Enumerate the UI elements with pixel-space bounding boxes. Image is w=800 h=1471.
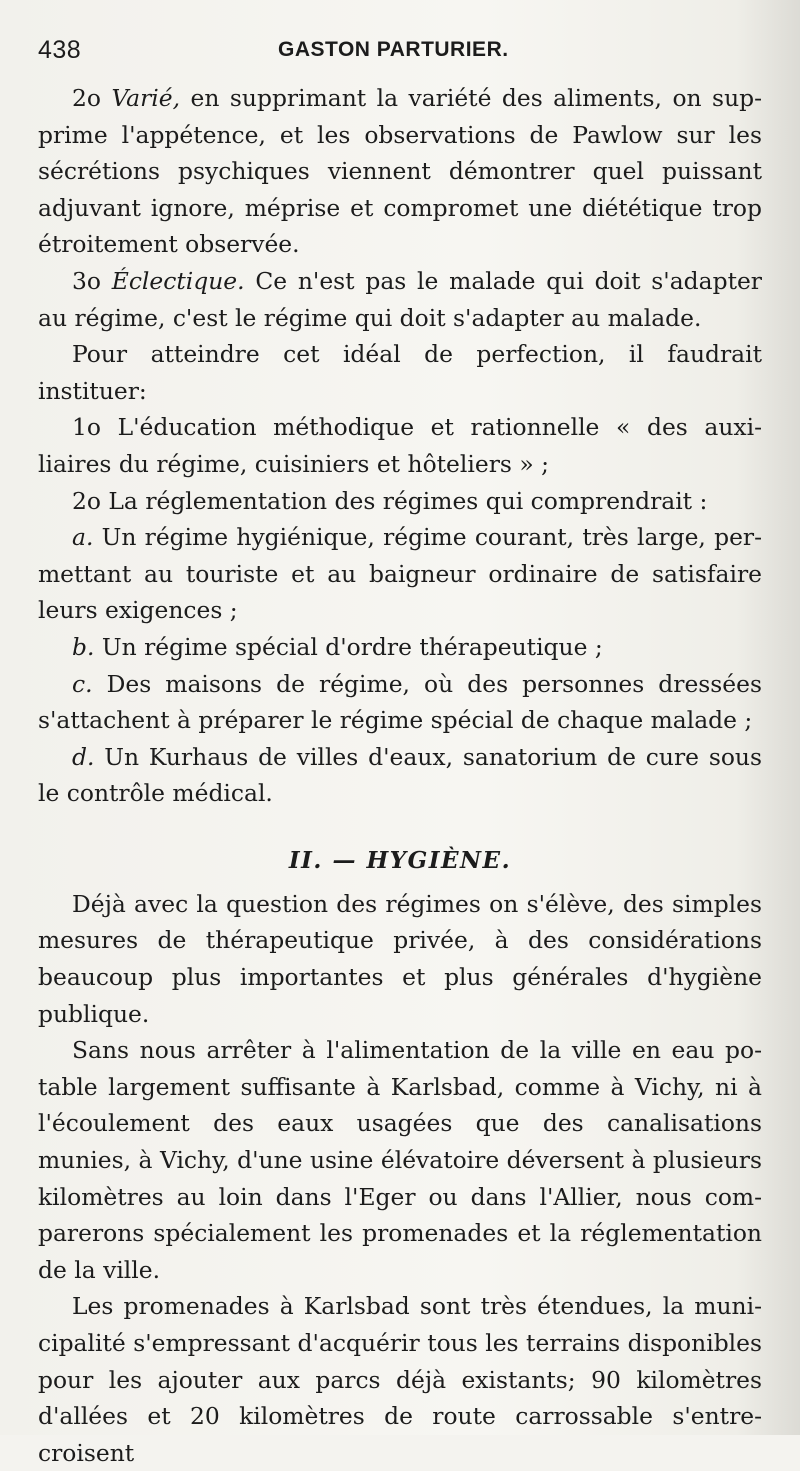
body-text xyxy=(38,80,762,1471)
page-number: 438 xyxy=(38,36,82,64)
page-header xyxy=(38,36,758,70)
paragraph-diet-varied: 2o Varié, en supprimant la variété des aliments, on sup- prime l'appétence, et les observations de Pawlow sur les sécrétions psychiques viennent démontrer quel puissant adjuvant ignore, méprise et compromet une diététique trop étroitement observée. xyxy=(38,84,763,259)
running-head: GASTON PARTURIER. xyxy=(278,38,509,61)
paragraph-hygiene-intro: Déjà avec la question des régimes on s'élève, des simples mesures de thérapeutique privée, à des considérations beaucoup plus importantes et plus générales d'hygiène publique. xyxy=(38,889,762,1028)
paragraph-ideal: Pour atteindre cet idéal de perfection, il faudrait instituer: xyxy=(38,340,762,405)
paragraph-promenades: Les promenades à Karlsbad sont très étendues, la muni- cipalité s'empressant d'acquérir tous les terrains disponibles pour les ajouter aux parcs déjà existants; 90 kilomètres d'allées et 20 kilomètres de route carrossable s'entre-croisent xyxy=(38,1292,762,1467)
paragraph-water-supply: Sans nous arrêter à l'alimentation de la ville en eau po- table largement suffisante à Karlsbad, comme à Vichy, ni à l'écoulement des eaux usagées que des canalisations munies, à Vichy, d'une usine élévatoire déversent à plusieurs kilomètres au loin dans l'Eger ou dans l'Allier, nous com- parerons spécialement les promenades et la réglementation de la ville. xyxy=(38,1036,762,1284)
paragraph-diet-eclectic: 3o Éclectique. Ce n'est pas le malade qui doit s'adapter au régime, c'est le régime qui doit s'adapter au malade. xyxy=(38,266,762,332)
paragraph-item-2: 2o La réglementation des régimes qui comprendrait : xyxy=(72,486,708,515)
paragraph-item-a: a. Un régime hygiénique, régime courant, très large, per- mettant au touriste et au baigneur ordinaire de satisfaire leurs exigences ; xyxy=(38,523,762,625)
paragraph-item-b: b. Un régime spécial d'ordre thérapeutique ; xyxy=(72,632,603,661)
paragraph-item-1: 1o L'éducation méthodique et rationnelle « des auxi- liaires du régime, cuisiniers et hôteliers » ; xyxy=(38,413,762,478)
paragraph-item-d: d. Un Kurhaus de villes d'eaux, sanatorium de cure sous le contrôle médical. xyxy=(38,742,762,808)
section-heading-hygiene: II. — HYGIÈNE. xyxy=(288,846,512,874)
paragraph-item-c: c. Des maisons de régime, où des personnes dressées s'attachent à préparer le régime spécial de chaque malade ; xyxy=(38,669,762,735)
